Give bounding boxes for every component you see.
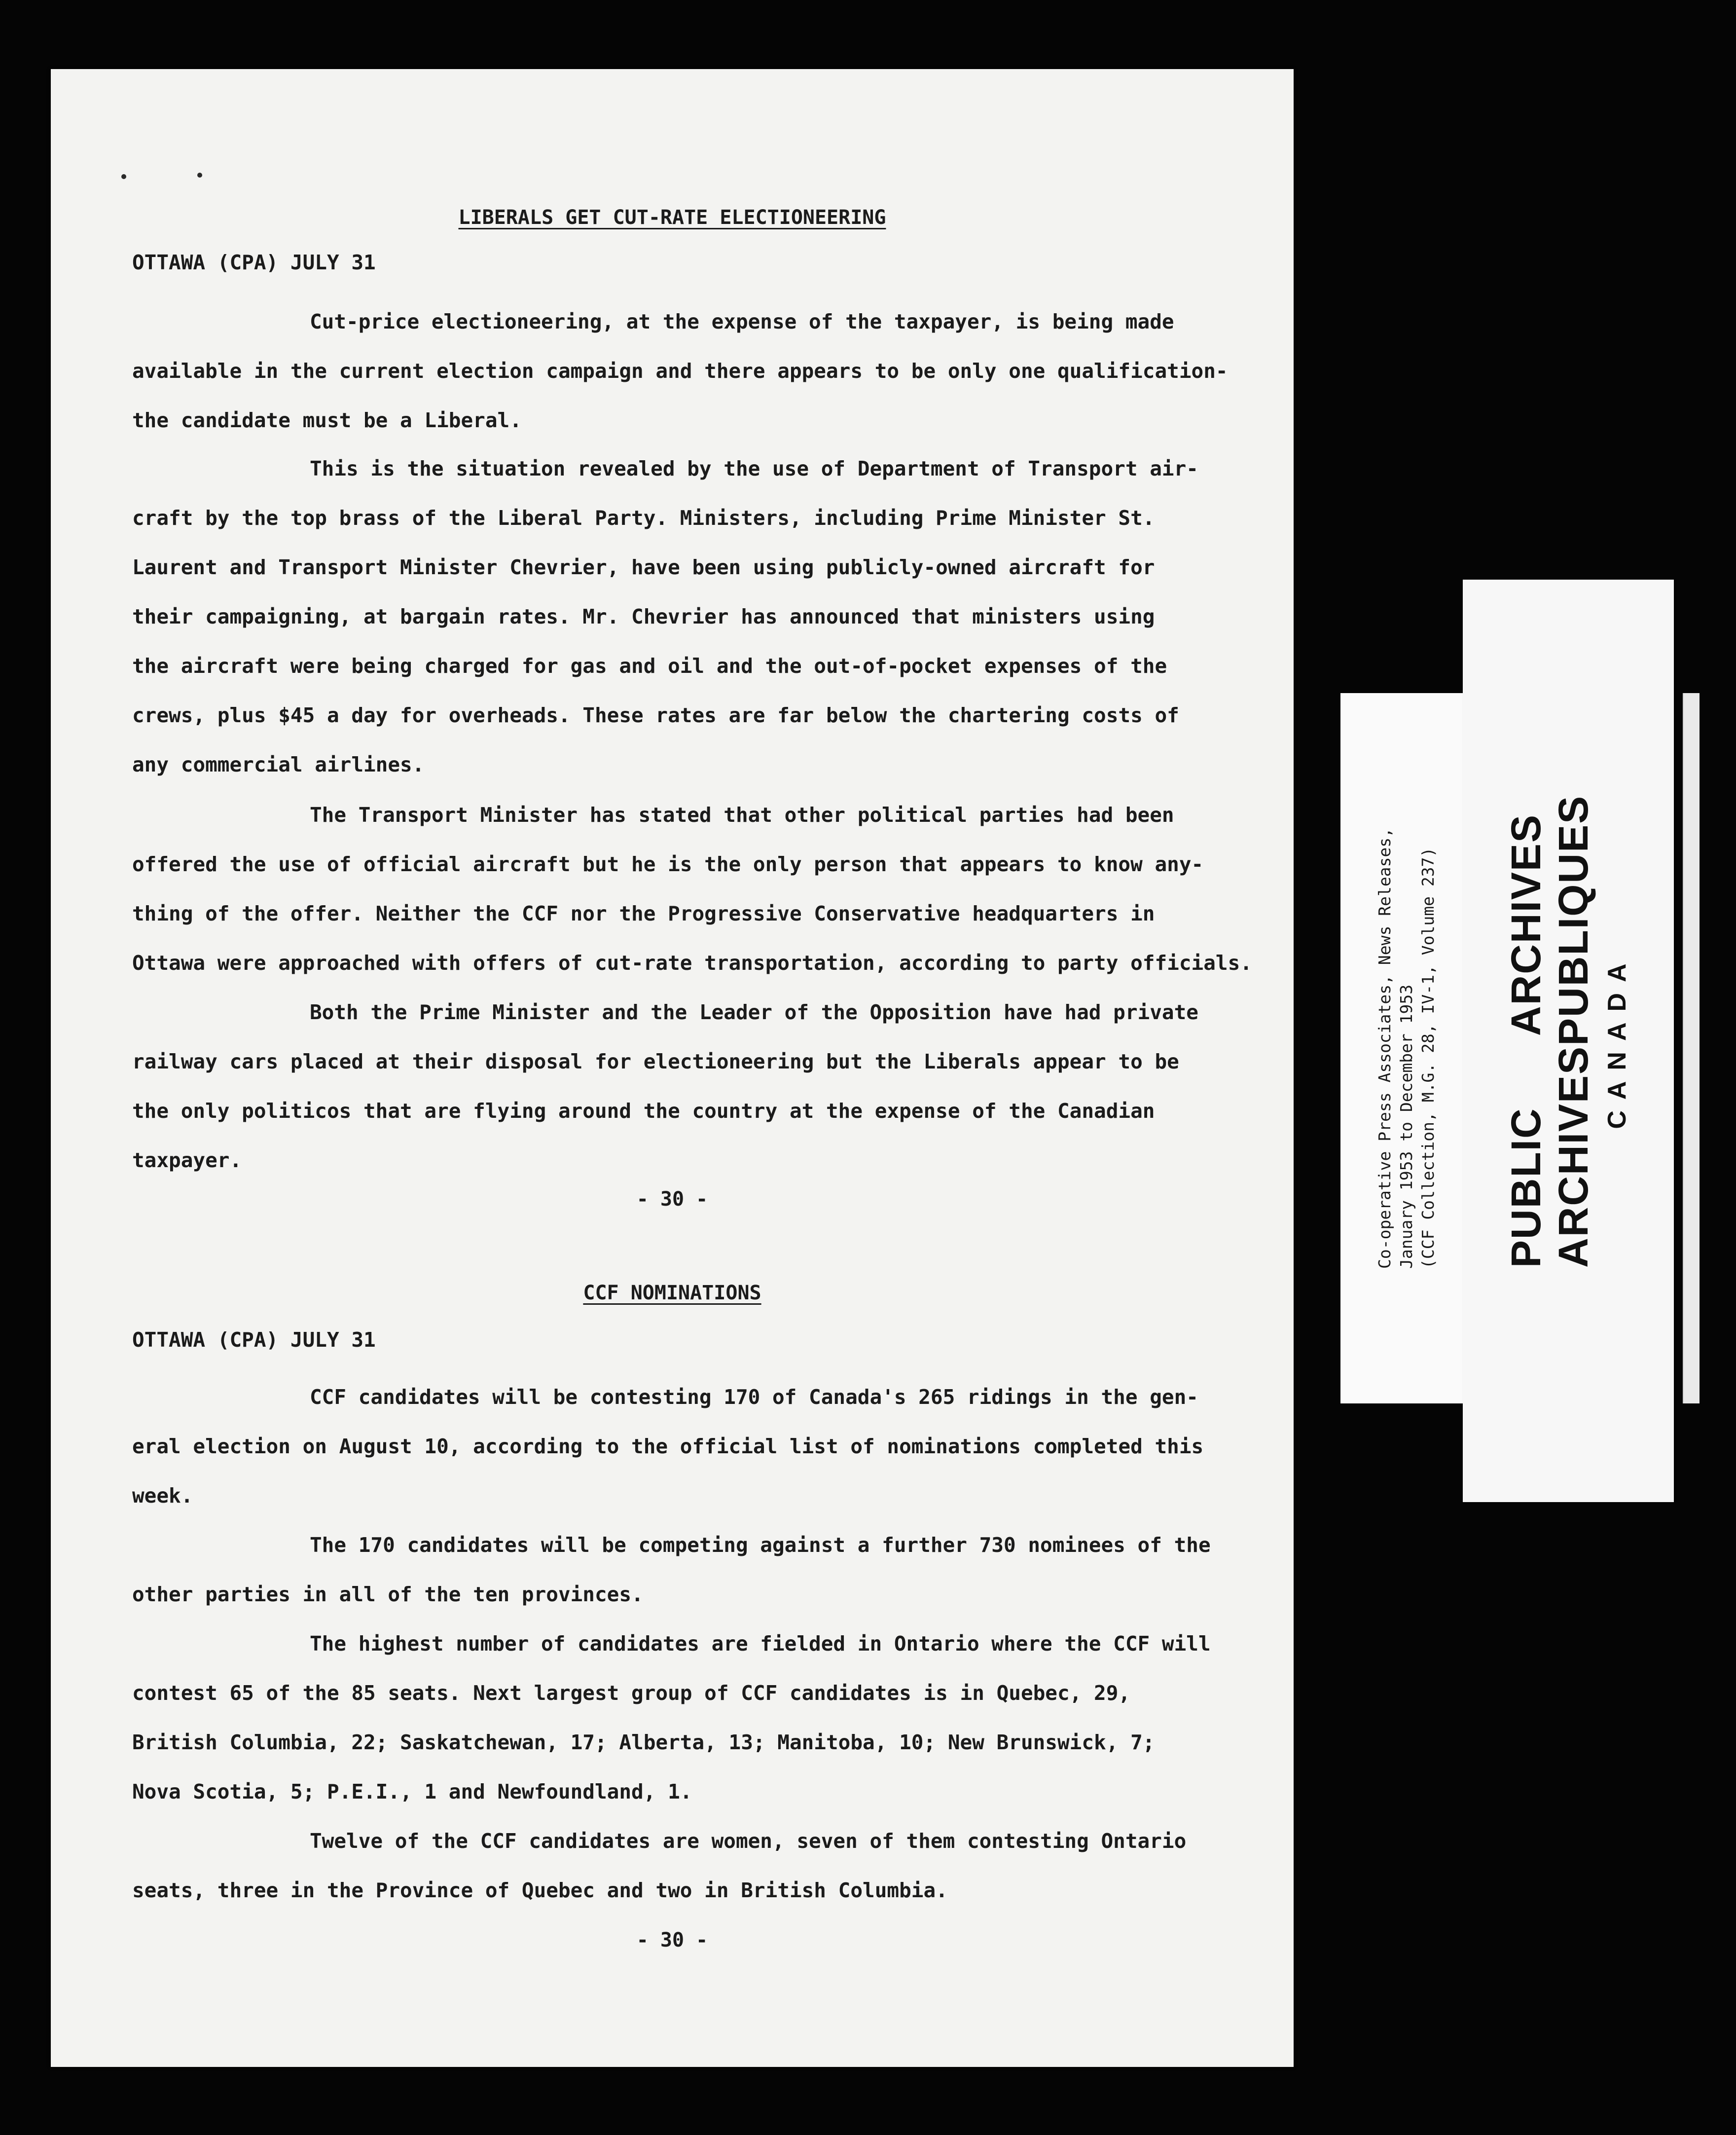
article-paragraph (132, 988, 1262, 1185)
article-paragraph (132, 1619, 1262, 1816)
public-archives-seal (1502, 795, 1634, 1268)
paragraph-line: British Columbia, 22; Saskatchewan, 17; Alberta, 13; Manitoba, 10; New Brunswick, 7; (132, 1730, 1155, 1754)
archive-seal-card-edge (1683, 693, 1700, 1403)
paragraph-line: contest 65 of the 85 seats. Next largest group of CCF candidates is in Quebec, 29, (132, 1681, 1131, 1705)
paragraph-line: other parties in all of the ten provinces. (132, 1583, 644, 1606)
citation-line: January 1953 to December 1953 (1397, 984, 1416, 1269)
paragraph-line: any commercial airlines. (132, 753, 425, 776)
page-speck (197, 173, 202, 178)
citation-line: (CCF Collection, M.G. 28, IV-1, Volume 237) (1418, 847, 1438, 1269)
paragraph-line: the aircraft were being charged for gas and oil and the out-of-pocket expenses of the (132, 654, 1167, 678)
seal-country: CANADA (1603, 953, 1631, 1129)
end-mark: - 30 - (636, 1929, 708, 1951)
seal-line (1502, 814, 1550, 1268)
paragraph-line: offered the use of official aircraft but he is the only person that appears to know any- (132, 852, 1204, 876)
article-dateline: OTTAWA (CPA) JULY 31 (132, 1328, 376, 1352)
archive-citation-text (1374, 828, 1439, 1269)
article-dateline: OTTAWA (CPA) JULY 31 (132, 251, 376, 274)
paragraph-line: Twelve of the CCF candidates are women, seven of them contesting Ontario (310, 1829, 1187, 1853)
citation-line: Co-operative Press Associates, News Releases, (1375, 827, 1394, 1269)
paragraph-line: their campaigning, at bargain rates. Mr. Chevrier has announced that ministers using (132, 605, 1155, 628)
seal-word: ARCHIVES (1550, 1045, 1596, 1268)
paragraph-line: Cut-price electioneering, at the expense of the taxpayer, is being made (310, 310, 1174, 333)
article-paragraph (132, 444, 1262, 789)
article-paragraph (132, 1816, 1262, 1915)
paragraph-line: the candidate must be a Liberal. (132, 408, 522, 432)
archive-seal-card (1463, 580, 1674, 1502)
paragraph-line: railway cars placed at their disposal for electioneering but the Liberals appear to be (132, 1050, 1179, 1073)
typewritten-page (51, 69, 1294, 2067)
paragraph-line: thing of the offer. Neither the CCF nor the Progressive Conservative headquarters in (132, 902, 1155, 925)
paragraph-line: crews, plus $45 a day for overheads. These rates are far below the chartering costs of (132, 703, 1179, 727)
paragraph-line: craft by the top brass of the Liberal Party. Ministers, including Prime Minister St. (132, 506, 1155, 530)
article-paragraph (132, 790, 1262, 988)
seal-word: PUBLIQUES (1550, 795, 1596, 1046)
article-headline: LIBERALS GET CUT-RATE ELECTIONEERING (458, 206, 886, 229)
paragraph-line: Nova Scotia, 5; P.E.I., 1 and Newfoundland, 1. (132, 1780, 692, 1804)
article-headline: CCF NOMINATIONS (583, 1282, 761, 1304)
paragraph-line: seats, three in the Province of Quebec and two in British Columbia. (132, 1878, 948, 1902)
paragraph-line: The 170 candidates will be competing against a further 730 nominees of the (310, 1533, 1211, 1557)
paragraph-line: Both the Prime Minister and the Leader of the Opposition have had private (310, 1000, 1198, 1024)
paragraph-line: taxpayer. (132, 1148, 242, 1172)
article-paragraph (132, 1372, 1262, 1520)
seal-line (1550, 795, 1597, 1268)
archive-citation-card (1340, 693, 1473, 1403)
paragraph-line: Laurent and Transport Minister Chevrier, have been using publicly-owned aircraft for (132, 555, 1155, 579)
end-mark: - 30 - (636, 1188, 708, 1211)
article-paragraph (132, 297, 1262, 445)
paragraph-line: eral election on August 10, according to the official list of nominations completed this (132, 1435, 1204, 1458)
paragraph-line: the only politicos that are flying around the country at the expense of the Canadian (132, 1099, 1155, 1123)
paragraph-line: CCF candidates will be contesting 170 of Canada's 265 ridings in the gen- (310, 1385, 1198, 1409)
seal-word: ARCHIVES (1503, 814, 1549, 1036)
seal-word: PUBLIC (1503, 1107, 1549, 1268)
paragraph-line: The Transport Minister has stated that other political parties had been (310, 803, 1174, 827)
paragraph-line: week. (132, 1484, 193, 1508)
paragraph-line: The highest number of candidates are fielded in Ontario where the CCF will (310, 1632, 1211, 1656)
article-paragraph (132, 1520, 1262, 1619)
paragraph-line: This is the situation revealed by the use of Department of Transport air- (310, 457, 1198, 480)
paragraph-line: available in the current election campaign and there appears to be only one qualification- (132, 359, 1228, 383)
paragraph-line: Ottawa were approached with offers of cut-rate transportation, according to party officials. (132, 951, 1252, 975)
page-speck (121, 174, 126, 179)
